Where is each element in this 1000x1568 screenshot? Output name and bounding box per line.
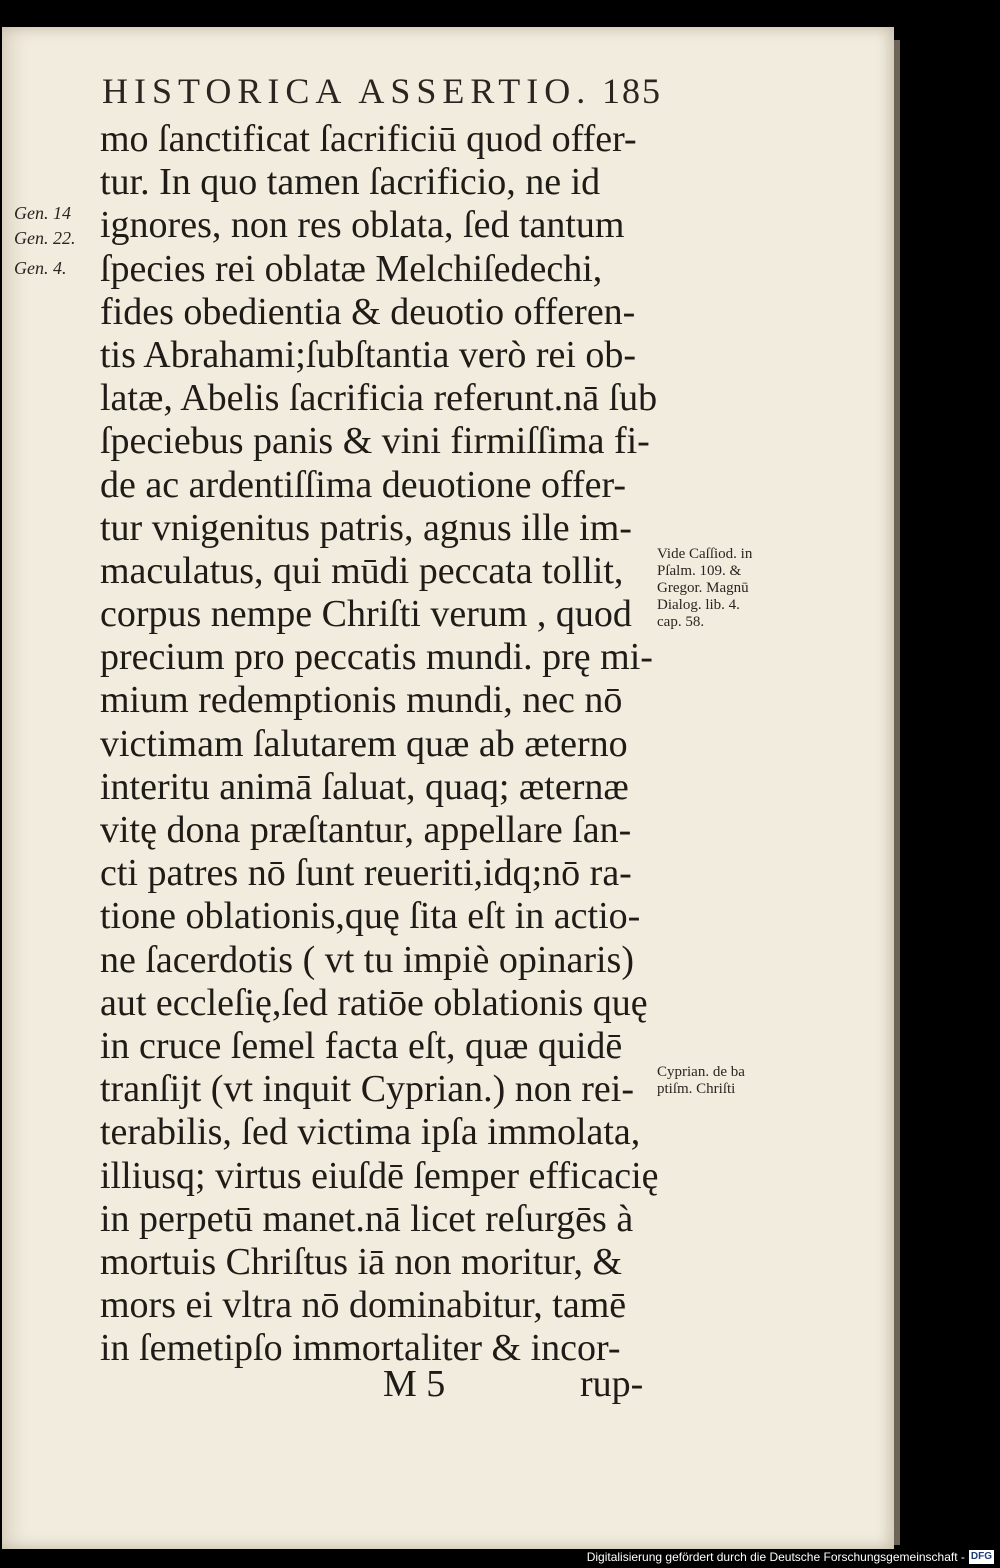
text-line: interitu animā ſaluat, quaq; æternæ (100, 765, 629, 808)
text-line: ſpecies rei oblatæ Melchiſedechi, (100, 247, 603, 290)
text-line: tranſijt (vt inquit Cyprian.) non rei- (100, 1068, 635, 1111)
text-line: in ſemetipſo immortaliter & incor- (100, 1327, 621, 1370)
running-head-title: HISTORICA ASSERTIO. (102, 71, 592, 111)
text-line: corpus nempe Chriſti verum , quod (100, 593, 632, 636)
text-line: ne ſacerdotis ( vt tu impiè opinaris) (100, 938, 634, 981)
gutter-note-gen22: Gen. 22. (14, 228, 76, 248)
text-line: in perpetū manet.nā licet reſurgēs à (100, 1197, 634, 1240)
margin-note-line: Pſalm. 109. & (657, 563, 742, 579)
page-edge (894, 40, 900, 1545)
text-line: latæ, Abelis ſacrificia referunt.nā ſub (100, 377, 658, 420)
text-line: mortuis Chriſtus iā non moritur, & (100, 1240, 623, 1283)
gutter-note-gen14: Gen. 14 (14, 203, 71, 223)
margin-note-line: ptiſm. Chriſti (657, 1081, 736, 1097)
text-line: tione oblationis,quę ſita eſt in actio- (100, 895, 641, 938)
text-line: mors ei vltra nō dominabitur, tamē (100, 1284, 627, 1327)
text-line: in cruce ſemel facta eſt, quæ quidē (100, 1024, 623, 1067)
text-line: fides obedientia & deuotio offeren- (100, 290, 636, 333)
text-line: tur vnigenitus patris, agnus ille im- (100, 506, 632, 549)
running-head (102, 70, 662, 120)
page-number: 185 (602, 71, 662, 111)
text-line: victimam ſalutarem quæ ab æterno (100, 722, 628, 765)
digitization-credit (587, 1548, 994, 1566)
catchword: rup- (580, 1363, 644, 1405)
text-line: mium redemptionis mundi, nec nō (100, 679, 623, 722)
text-line: illiusq; virtus eiuſdē ſemper efficacię (100, 1154, 659, 1197)
margin-note-line: Dialog. lib. 4. (657, 597, 740, 613)
margin-note-line: Cyprian. de ba (657, 1064, 745, 1080)
text-line: ignores, non res oblata, ſed tantum (100, 204, 625, 247)
text-line: precium pro peccatis mundi. prę mi- (100, 636, 653, 679)
margin-note-line: cap. 58. (657, 614, 705, 630)
body-text (100, 118, 660, 1370)
signature-mark: M 5 (383, 1363, 446, 1405)
text-line: terabilis, ſed victima ipſa immolata, (100, 1111, 641, 1154)
margin-note-cyprian (657, 1064, 745, 1098)
margin-note-line: Gregor. Magnū (657, 580, 749, 596)
text-line: mo ſanctificat ſacrificiū quod offer- (100, 118, 637, 160)
text-line: cti patres nō ſunt reueriti,idq;nō ra- (100, 852, 632, 895)
text-line: aut eccleſię,ſed ratiōe oblationis quę (100, 981, 648, 1024)
dfg-logo: DFG (970, 1551, 992, 1562)
margin-note-line: Vide Caſſiod. in (657, 546, 753, 562)
text-line: ſpeciebus panis & vini firmiſſima fi- (100, 420, 650, 463)
text-line: de ac ardentiſſima deuotione offer- (100, 463, 627, 506)
text-line: maculatus, qui mūdi peccata tollit, (100, 549, 624, 592)
gutter-note-gen4: Gen. 4. (14, 258, 67, 278)
credit-text: Digitalisierung gefördert durch die Deutsche Forschungsgemeinschaft - (586, 1550, 965, 1564)
text-line: tur. In quo tamen ſacrificio, ne id (100, 161, 601, 204)
text-line: vitę dona præſtantur, appellare ſan- (100, 809, 632, 851)
margin-note-cassiodorus (657, 546, 752, 631)
text-line: tis Abrahami;ſubſtantia verò rei ob- (100, 333, 637, 376)
